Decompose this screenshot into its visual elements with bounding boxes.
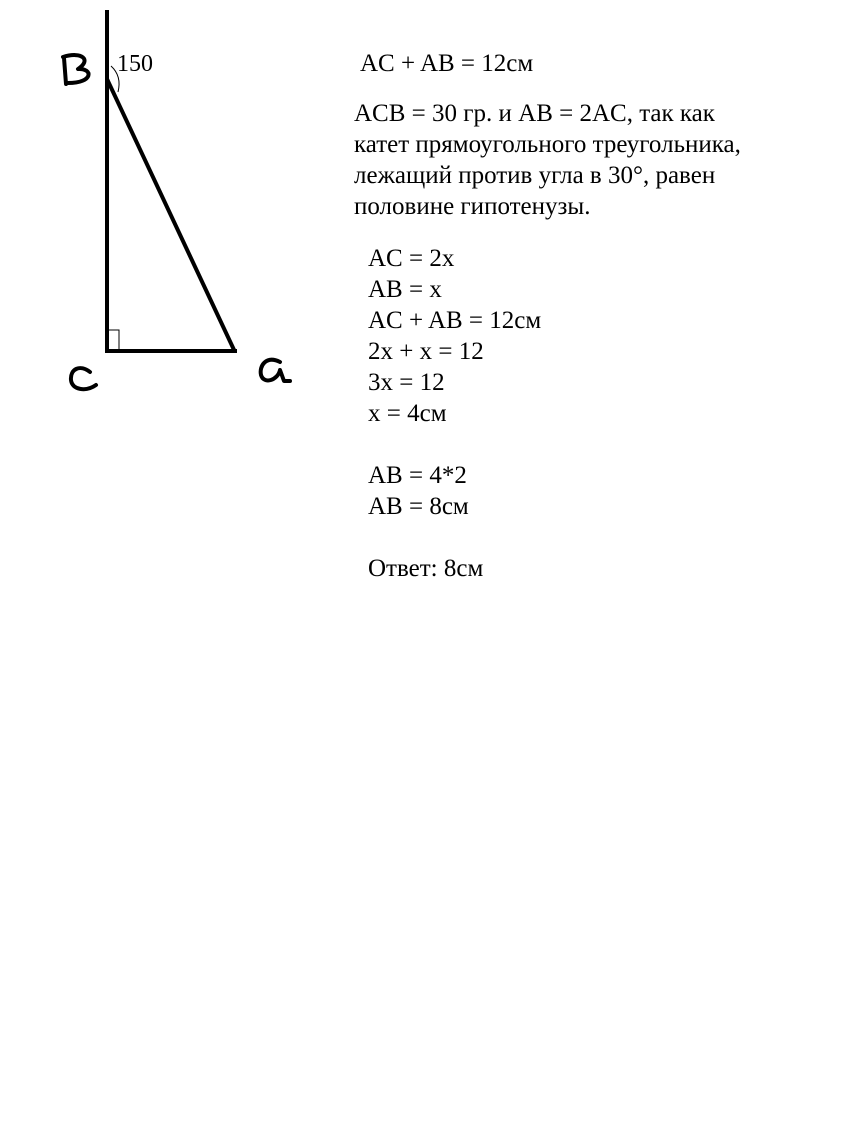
solution-line: 3x = 12 xyxy=(368,369,445,396)
vertex-label-b xyxy=(63,55,89,84)
result-line: AB = 4*2 xyxy=(368,462,467,489)
solution-line: AC = 2x xyxy=(368,245,455,272)
given-equation xyxy=(360,48,533,79)
reasoning-line: ACB = 30 гр. и AB = 2AC, так как xyxy=(354,100,715,127)
solution-line: AC + AB = 12см xyxy=(368,307,542,334)
given-line: AC + AB = 12см xyxy=(360,50,534,77)
solution-line: 2x + x = 12 xyxy=(368,338,484,365)
vertex-label-c xyxy=(71,368,96,389)
reasoning-line: катет прямоугольного треугольника, xyxy=(354,131,741,158)
vertex-label-a xyxy=(261,360,290,381)
reasoning-line: лежащий против угла в 30°, равен xyxy=(354,162,716,189)
answer-line: Ответ: 8см xyxy=(368,555,484,582)
solution-line: AB = x xyxy=(368,276,442,303)
answer-block xyxy=(368,553,483,584)
result-line: AB = 8см xyxy=(368,493,469,520)
hypotenuse-ba xyxy=(107,79,235,352)
angle-label-150: 150 xyxy=(117,51,153,77)
reasoning-line: половине гипотенузы. xyxy=(354,193,591,220)
triangle-diagram xyxy=(0,0,330,420)
spacer xyxy=(368,429,541,460)
solution-steps xyxy=(368,243,541,522)
reasoning-paragraph xyxy=(354,98,741,222)
solution-line: x = 4см xyxy=(368,400,447,427)
